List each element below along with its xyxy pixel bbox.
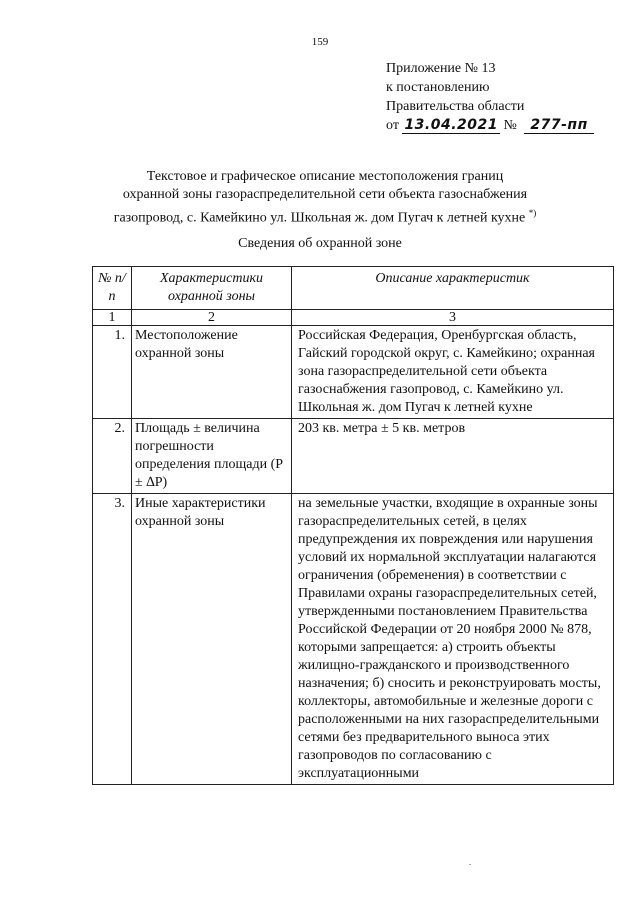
row-description: на земельные участки, входящие в охранные зоны газораспределительных сетей, в целях предупреждения их повреждения или нарушения условий их нормальной эксплуатации налагаются ограничения (обременения) в соответствии с Правилами охраны газораспределительных сетей, утвержденными постановлением Правительства Российской Федерации от 20 ноября 2000 № 878, которыми запрещается: а) строить объекты жилищно-гражданского и производственного назначения; б) сносить и реконструировать мосты, коллекторы, автомобильные и железные дороги с расположенными на них газораспределительными сетями без предварительного выноса этих газопроводов по согласованию с эксплуатационными (292, 494, 614, 785)
row-description: 203 кв. метра ± 5 кв. метров (292, 419, 614, 494)
row-number: 3. (93, 494, 132, 785)
handwritten-number: 277-пп (524, 117, 593, 134)
row-number: 2. (93, 419, 132, 494)
column-index-3: 3 (292, 310, 614, 326)
title-line-2: охранной зоны газораспределительной сети объекта газоснабжения (122, 187, 528, 202)
row-number: 1. (93, 326, 132, 419)
table-row (93, 494, 614, 785)
column-index-row (93, 310, 614, 326)
row-description: Российская Федерация, Оренбургская область, Гайский городской округ, с. Камейкино; охранная зона газораспределительной сети объекта газоснабжения газопровод, с. Камейкино ул. Школьная ж. дом Пугач к летней кухне (292, 326, 614, 419)
title-line-1: Текстовое и графическое описание местоположения границ (146, 169, 504, 184)
footnote-mark: *) (528, 208, 537, 218)
row-characteristic: Площадь ± величина погрешности определения площади (P ± ∆P) (132, 419, 292, 494)
row-characteristic: Иные характеристики охранной зоны (132, 494, 292, 785)
header-number: № п/п (93, 267, 132, 310)
number-prefix: № (503, 118, 517, 133)
date-prefix: от (386, 118, 399, 133)
appendix-line-2: к постановлению (386, 80, 490, 95)
table-row (93, 326, 614, 419)
page-number: 159 (311, 36, 329, 48)
bottom-mark: . (469, 858, 471, 867)
table-header-row (93, 267, 614, 310)
protection-zone-table (92, 266, 614, 785)
appendix-line-1: Приложение № 13 (386, 61, 496, 76)
document-title (90, 168, 560, 228)
title-line-3 (90, 204, 560, 228)
table-row (93, 419, 614, 494)
column-index-2: 2 (132, 310, 292, 326)
appendix-date-line (386, 116, 594, 135)
section-subtitle: Сведения об охранной зоне (238, 236, 402, 251)
handwritten-date: 13.04.2021 (404, 117, 499, 133)
row-characteristic: Местоположение охранной зоны (132, 326, 292, 419)
column-index-1: 1 (93, 310, 132, 326)
appendix-line-3: Правительства области (386, 99, 525, 114)
header-description: Описание характеристик (292, 267, 614, 310)
title-line-3-text: газопровод, с. Камейкино ул. Школьная ж. дом Пугач к летней кухне (113, 210, 526, 226)
header-characteristic: Характеристики охранной зоны (132, 267, 292, 310)
appendix-block (386, 59, 594, 135)
